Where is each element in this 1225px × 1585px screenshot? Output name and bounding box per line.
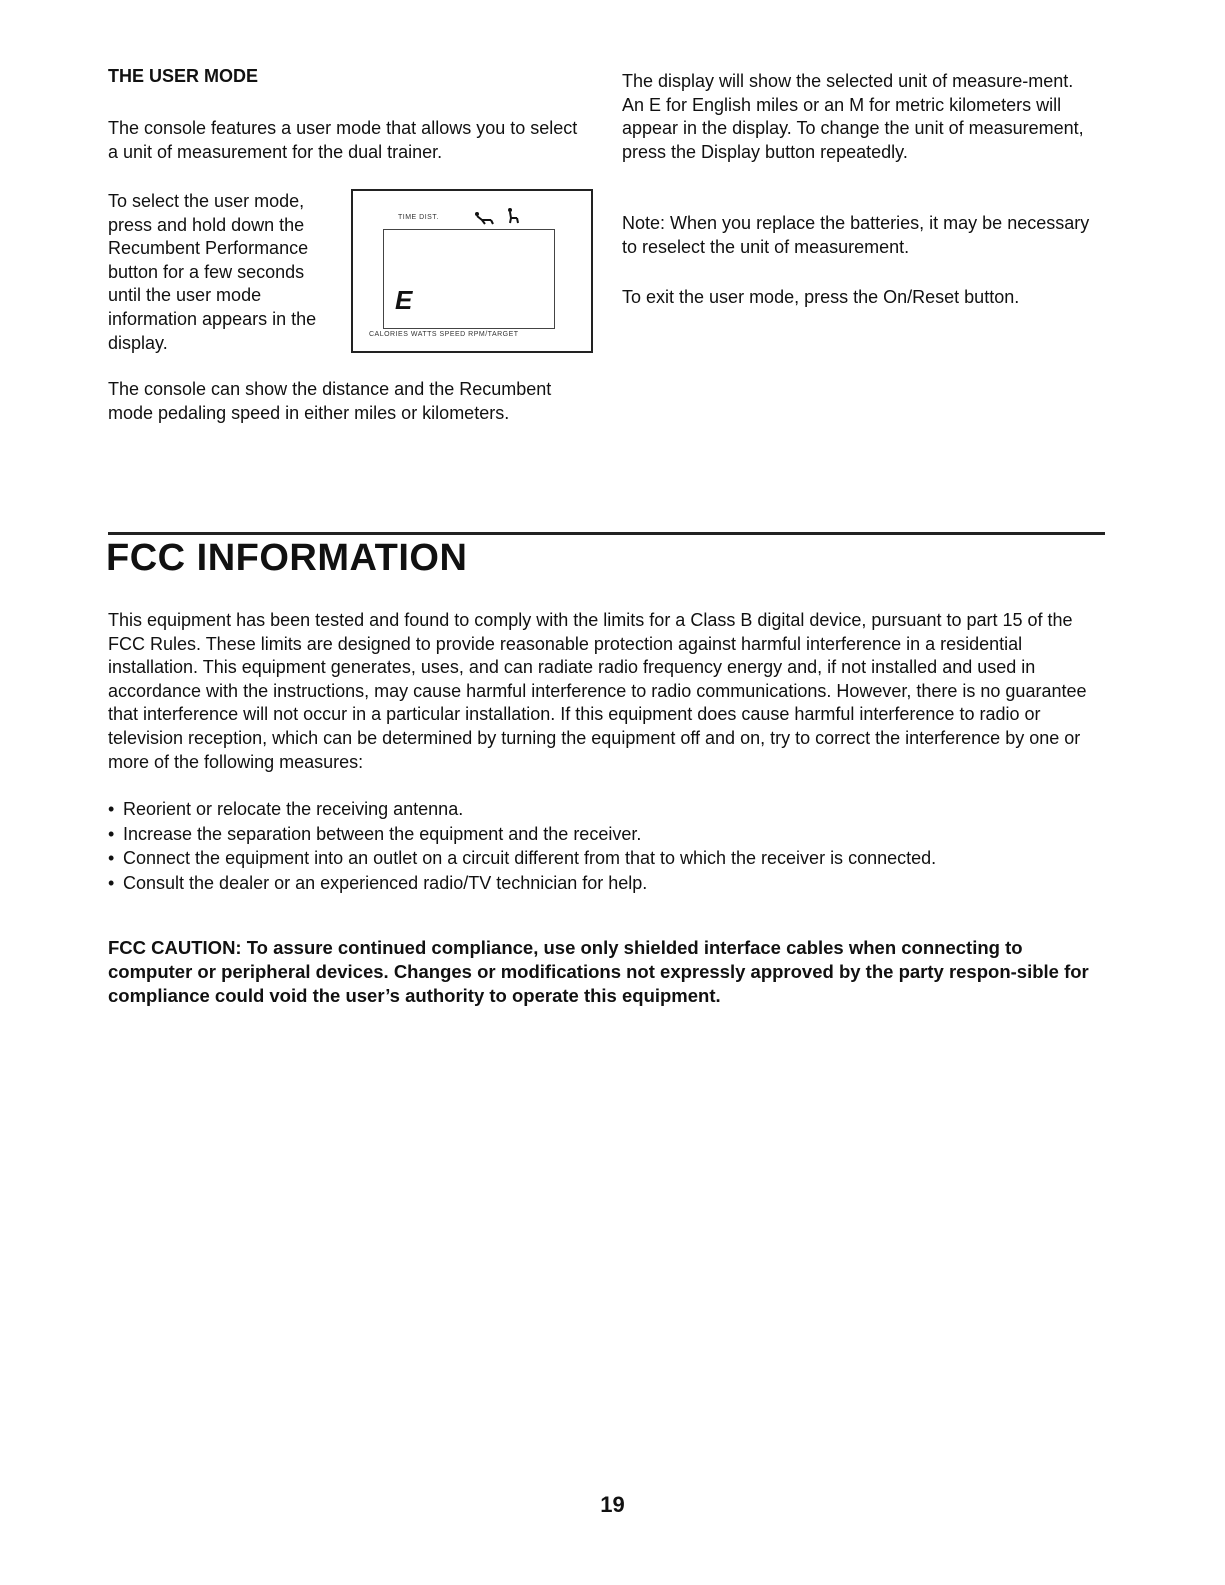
page-number: 19 xyxy=(600,1492,625,1517)
unit-display-paragraph: The display will show the selected unit of measure-ment. An E for English miles or an M for metric kilometers will appear in the display. To change the unit of measurement, press the Display button repeatedly. xyxy=(622,71,1084,162)
lcd-unit-indicator: E xyxy=(395,285,413,315)
section-divider xyxy=(108,532,1105,535)
fcc-measures-list xyxy=(108,797,1108,895)
console-bottom-labels: CALORIES WATTS SPEED RPM/TARGET xyxy=(369,331,519,338)
fcc-compliance-paragraph: This equipment has been tested and found to comply with the limits for a Class B digital device, pursuant to part 15 of the FCC Rules. These limits are designed to provide reasonable protection against harmful interference in a residential installation. This equipment generates, uses, and can radiate radio frequency energy and, if not installed and used in accordance with the instructions, may cause harmful interference to radio communications. However, there is no guarantee that interference will not occur in a particular installation. If this equipment does cause harmful interference to radio or television reception, which can be determined by turning the equipment off and on, try to correct the interference by one or more of the following measures: xyxy=(108,610,1087,772)
battery-note-paragraph: Note: When you replace the batteries, it may be necessary to reselect the unit of measurement. xyxy=(622,213,1090,257)
exit-user-mode-paragraph: To exit the user mode, press the On/Reset button. xyxy=(622,287,1020,307)
recumbent-rider-icon xyxy=(473,211,495,225)
upright-rider-icon xyxy=(506,207,520,225)
console-top-labels: TIME DIST. xyxy=(398,214,439,221)
list-item: • Consult the dealer or an experienced radio/TV technician for help. xyxy=(108,872,648,893)
user-mode-intro-paragraph: The console features a user mode that allows you to select a unit of measurement for the dual trainer. xyxy=(108,118,578,162)
section-heading-fcc: FCC INFORMATION xyxy=(106,537,468,579)
console-display-illustration xyxy=(351,189,593,353)
list-item: • Connect the equipment into an outlet on a circuit different from that to which the receiver is connected. xyxy=(108,848,937,868)
fcc-caution-paragraph: FCC CAUTION: To assure continued compliance, use only shielded interface cables when connecting to computer or peripheral devices. Changes or modifications not expressly approved by the party respon-sible for compliance could void the user’s authority to operate this equipment. xyxy=(108,936,1089,1006)
user-mode-instructions-paragraph: To select the user mode, press and hold down the Recumbent Performance button for a few seconds until the user mode information appears in the display. xyxy=(108,191,317,353)
list-item: • Increase the separation between the equipment and the receiver. xyxy=(108,823,642,844)
list-item: • Reorient or relocate the receiving antenna. xyxy=(108,799,464,819)
user-mode-distance-paragraph: The console can show the distance and the Recumbent mode pedaling speed in either miles or kilometers. xyxy=(108,379,552,423)
section-heading-user-mode: THE USER MODE xyxy=(108,66,259,86)
